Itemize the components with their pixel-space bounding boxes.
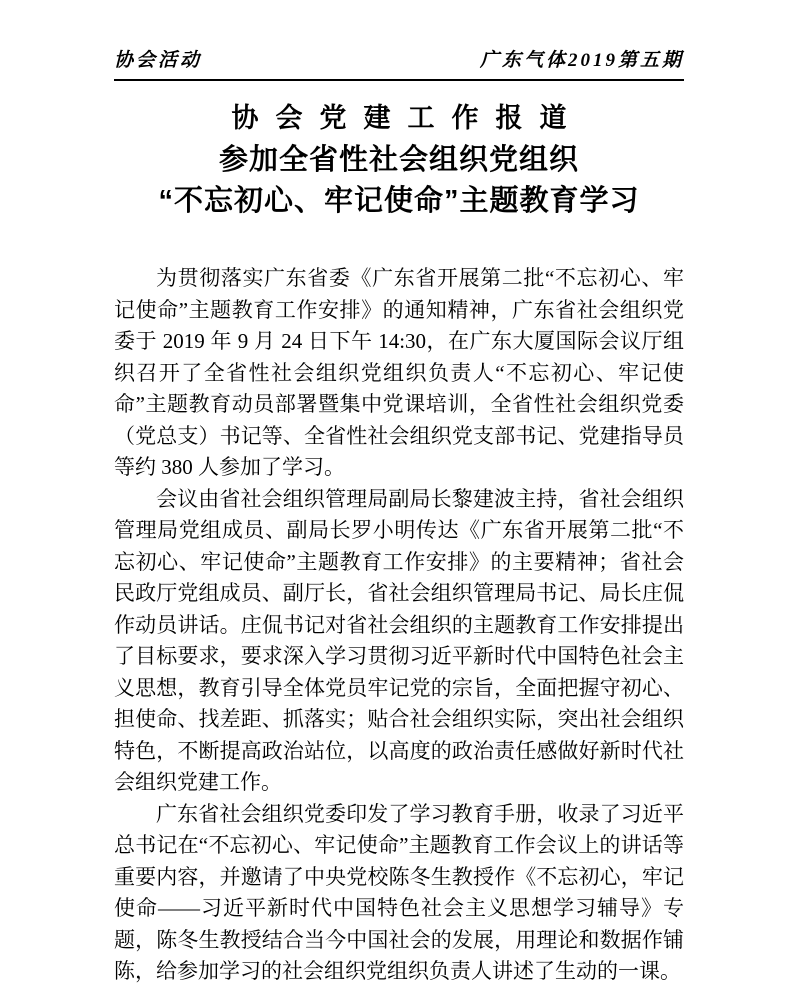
article-body	[114, 263, 684, 988]
article-title-line-2: 参加全省性社会组织党组织	[218, 144, 579, 176]
body-paragraph: 为贯彻落实广东省委《广东省开展第二批“不忘初心、牢记使命”主题教育工作安排》的通知精神，广东省社会组织党委于 2019 年 9 月 24 日下午 14:30，在广东大厦国际会议厅组织召开了全省性社会组织党组织负责人“不忘初心、牢记使命”主题教育动员部署暨集中党课培训，全省性社会组织党委（党总支）书记等、全省性社会组织党支部书记、党建指导员等约 380 人参加了学习。	[114, 266, 684, 479]
article-title-line-1: 协会党建工作报道	[231, 103, 584, 133]
header-issue-label: 广东气体2019第五期	[479, 50, 684, 71]
header-rule	[114, 79, 684, 81]
body-paragraph: 广东省社会组织党委印发了学习教育手册，收录了习近平总书记在“不忘初心、牢记使命”主题教育工作会议上的讲话等重要内容，并邀请了中央党校陈冬生教授作《不忘初心，牢记使命——习近平新时代中国特色社会主义思想学习辅导》专题，陈冬生教授结合当今中国社会的发展，用理论和数据作铺陈，给参加学习的社会组织党组织负责人讲述了生动的一课。	[114, 801, 684, 983]
running-header	[114, 50, 684, 79]
header-section-label: 协会活动	[114, 50, 203, 71]
article-title-block	[114, 103, 684, 216]
body-paragraph: 会议由省社会组织管理局副局长黎建波主持，省社会组织管理局党组成员、副局长罗小明传达《广东省开展第二批“不忘初心、牢记使命”主题教育工作安排》的主要精神；省社会民政厅党组成员、副厅长，省社会组织管理局书记、局长庄侃作动员讲话。庄侃书记对省社会组织的主题教育工作安排提出了目标要求，要求深入学习贯彻习近平新时代中国特色社会主义思想，教育引导全体党员牢记党的宗旨，全面把握守初心、担使命、找差距、抓落实；贴合社会组织实际，突出社会组织特色，不断提高政治站位，以高度的政治责任感做好新时代社会组织党建工作。	[114, 486, 684, 794]
article-title-line-3: “不忘初心、牢记使命”主题教育学习	[158, 185, 640, 217]
